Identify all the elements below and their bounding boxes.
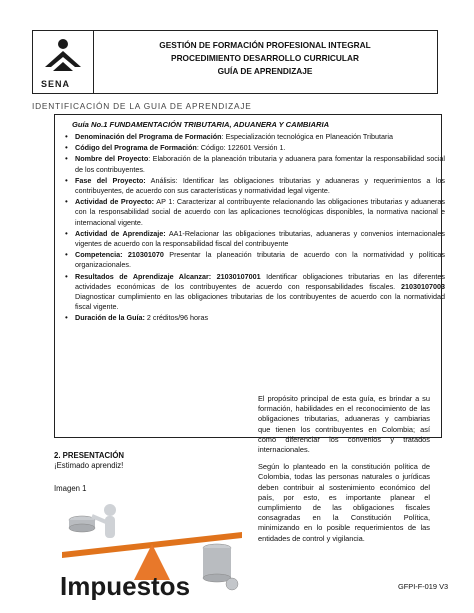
image-word: Impuestos [60,571,191,600]
header-box [32,30,438,94]
guide-title: Guía No.1 FUNDAMENTACIÓN TRIBUTARIA, ADUANERA Y CAMBIARIA [72,120,330,129]
header-line-1: GESTIÓN DE FORMACIÓN PROFESIONAL INTEGRAL [159,40,371,50]
list-item: • Nombre del Proyecto: Elaboración de la planeación tributaria y aduanera para fomentar la responsabilidad social de los contribuyentes. [75,154,445,174]
sena-logo [33,31,94,93]
list-item: • Fase del Proyecto: Análisis: Identificar las obligaciones tributarias y aduaneras y requerimientos a los contribuyentes, de acuerdo con sus características y normatividad legal vigente. [75,176,445,196]
coin-stack-right [203,544,238,590]
footer-code: GFPI-F-019 V3 [398,582,449,591]
list-item: • Denominación del Programa de Formación: Especialización tecnológica en Planeación Tributaria [75,132,445,142]
image-label: Imagen 1 [54,484,87,493]
presentation-body [258,394,430,551]
presentation-title: 2. PRESENTACIÓN [54,451,125,460]
list-item: • Competencia: 210301070 Presentar la planeación tributaria de acuerdo con la normatividad y políticas organizacionales. [75,250,445,270]
list-item: • Actividad de Proyecto: AP 1: Caracterizar al contribuyente relacionando las obligaciones tributarias y aduaneras con la responsabilidad social de acuerdo con las aplicaciones tecnológicas disponibles, la normativa nacional e internacional vigente. [75,197,445,228]
sena-logo-icon [39,37,87,77]
header-line-2: PROCEDIMIENTO DESARROLLO CURRICULAR [171,53,359,63]
header-titles [93,39,437,78]
person-figure [92,504,116,538]
list-item: • Actividad de Aprendizaje: AA1-Relacionar las obligaciones tributarias, aduaneras y convenios internacionales vigentes de acuerdo con la responsabilidad fiscal del contribuyente [75,229,445,249]
presentation-paragraph-2: Según lo planteado en la constitución política de Colombia, todas las personas naturales o jurídicas deben contribuir al sostenimiento económico del país, por esto, es importante planear el cumplimiento de las obligaciones fiscales consagradas en la Constitución Política, minimizando en lo posible requerimientos de las entidades de control y vigilancia. [258,462,430,543]
header-line-3: GUÍA DE APRENDIZAJE [217,66,313,76]
list-item: • Duración de la Guía: 2 créditos/96 horas [75,313,445,323]
guide-box [54,114,446,438]
section-identification: IDENTIFICACIÓN DE LA GUIA DE APRENDIZAJE [32,101,252,111]
presentation-paragraph-1: El propósito principal de esta guía, es brindar a su formación, habilidades en el reconocimiento de las obligaciones tributarias, aduaneras y cambiarias que tienen los contribuyentes en Colombia; así como diferenciar los convenios y tratados internacionales. [258,394,430,455]
taxes-illustration [52,500,252,600]
greeting: ¡Estimado aprendiz! [54,461,124,470]
coin-stack-left [69,516,95,532]
list-item: • Código del Programa de Formación: Código: 122601 Versión 1. [75,143,445,153]
list-item: • Resultados de Aprendizaje Alcanzar: 21030107001 Identificar obligaciones tributarias en las diferentes actividades económicas de los contribuyentes de acuerdo con responsabilidades fiscales. 21030107003 Diagnosticar cumplimiento en las obligaciones tributarias de los contribuyentes de acuerdo con la normatividad fiscal vigente. [75,272,445,313]
logo-text: SENA [41,79,71,89]
guide-list [63,132,445,325]
